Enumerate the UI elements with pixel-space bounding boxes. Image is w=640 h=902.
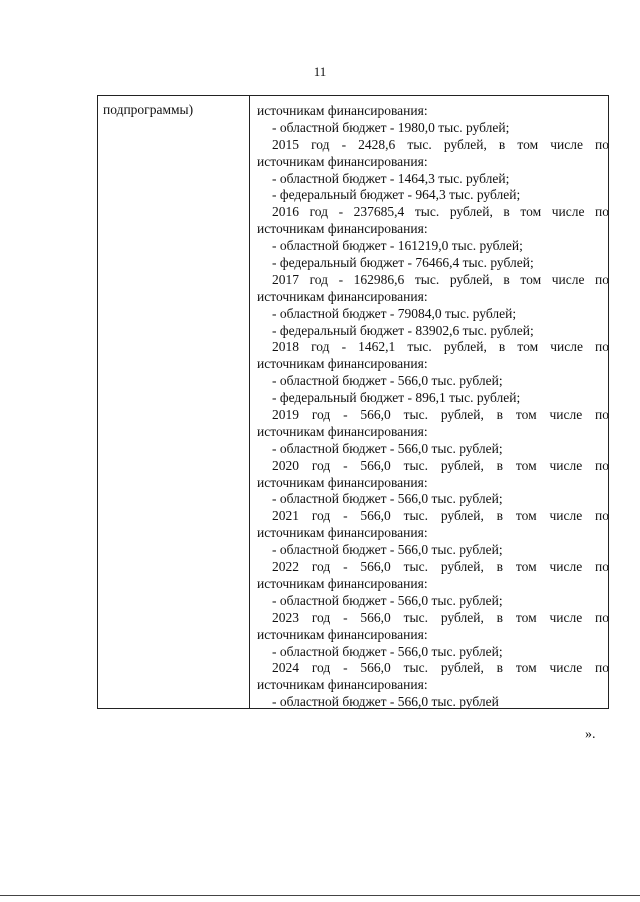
- year-total-line: 2024 год - 566,0 тыс. рублей, в том числе по: [272, 660, 609, 676]
- funding-table: [97, 95, 609, 709]
- year-total-line: 2016 год - 237685,4 тыс. рублей, в том числе по: [272, 204, 609, 220]
- budget-source-line: - областной бюджет - 566,0 тыс. рублей;: [272, 542, 503, 558]
- year-total-line: 2018 год - 1462,1 тыс. рублей, в том числе по: [272, 339, 609, 355]
- budget-source-line: - федеральный бюджет - 964,3 тыс. рублей;: [272, 187, 521, 203]
- budget-source-line: - областной бюджет - 566,0 тыс. рублей;: [272, 491, 503, 507]
- year-total-line: 2022 год - 566,0 тыс. рублей, в том числе по: [272, 559, 609, 575]
- text-line: источникам финансирования:: [257, 288, 428, 304]
- text-line: источникам финансирования:: [257, 677, 428, 693]
- year-total-line: 2019 год - 566,0 тыс. рублей, в том числе по: [272, 407, 609, 423]
- budget-source-line: - областной бюджет - 566,0 тыс. рублей: [272, 694, 499, 710]
- page-number: 11: [313, 64, 327, 79]
- budget-source-line: - областной бюджет - 1464,3 тыс. рублей;: [272, 170, 510, 186]
- budget-source-line: - областной бюджет - 79084,0 тыс. рублей;: [272, 305, 517, 321]
- budget-source-line: - областной бюджет - 566,0 тыс. рублей;: [272, 592, 503, 608]
- left-cell-label: подпрограммы): [103, 102, 194, 117]
- year-total-line: 2015 год - 2428,6 тыс. рублей, в том числе по: [272, 136, 609, 152]
- text-line: источникам финансирования:: [257, 525, 428, 541]
- text-line: источникам финансирования:: [257, 575, 428, 591]
- budget-source-line: - областной бюджет - 566,0 тыс. рублей;: [272, 643, 503, 659]
- text-line: источникам финансирования:: [257, 153, 428, 169]
- closing-quote: ».: [585, 727, 596, 742]
- budget-source-line: - областной бюджет - 566,0 тыс. рублей;: [272, 440, 503, 456]
- text-line: источникам финансирования:: [257, 474, 428, 490]
- budget-source-line: - федеральный бюджет - 896,1 тыс. рублей;: [272, 390, 521, 406]
- text-line: источникам финансирования:: [257, 423, 428, 439]
- text-line: источникам финансирования:: [257, 221, 428, 237]
- funding-details-cell: [257, 103, 609, 711]
- year-total-line: 2020 год - 566,0 тыс. рублей, в том числе по: [272, 457, 609, 473]
- budget-source-line: - федеральный бюджет - 76466,4 тыс. рублей;: [272, 255, 534, 271]
- column-divider: [249, 96, 250, 708]
- year-total-line: 2023 год - 566,0 тыс. рублей, в том числе по: [272, 609, 609, 625]
- footer-rule: [0, 895, 640, 896]
- budget-source-line: - областной бюджет - 566,0 тыс. рублей;: [272, 373, 503, 389]
- text-line: источникам финансирования:: [257, 626, 428, 642]
- budget-source-line: - областной бюджет - 1980,0 тыс. рублей;: [272, 119, 510, 135]
- budget-source-line: - областной бюджет - 161219,0 тыс. рублей;: [272, 238, 523, 254]
- year-total-line: 2021 год - 566,0 тыс. рублей, в том числе по: [272, 508, 609, 524]
- text-line: источникам финансирования:: [257, 356, 428, 372]
- text-line: источникам финансирования:: [257, 103, 428, 118]
- year-total-line: 2017 год - 162986,6 тыс. рублей, в том числе по: [272, 271, 609, 287]
- budget-source-line: - федеральный бюджет - 83902,6 тыс. рублей;: [272, 322, 534, 338]
